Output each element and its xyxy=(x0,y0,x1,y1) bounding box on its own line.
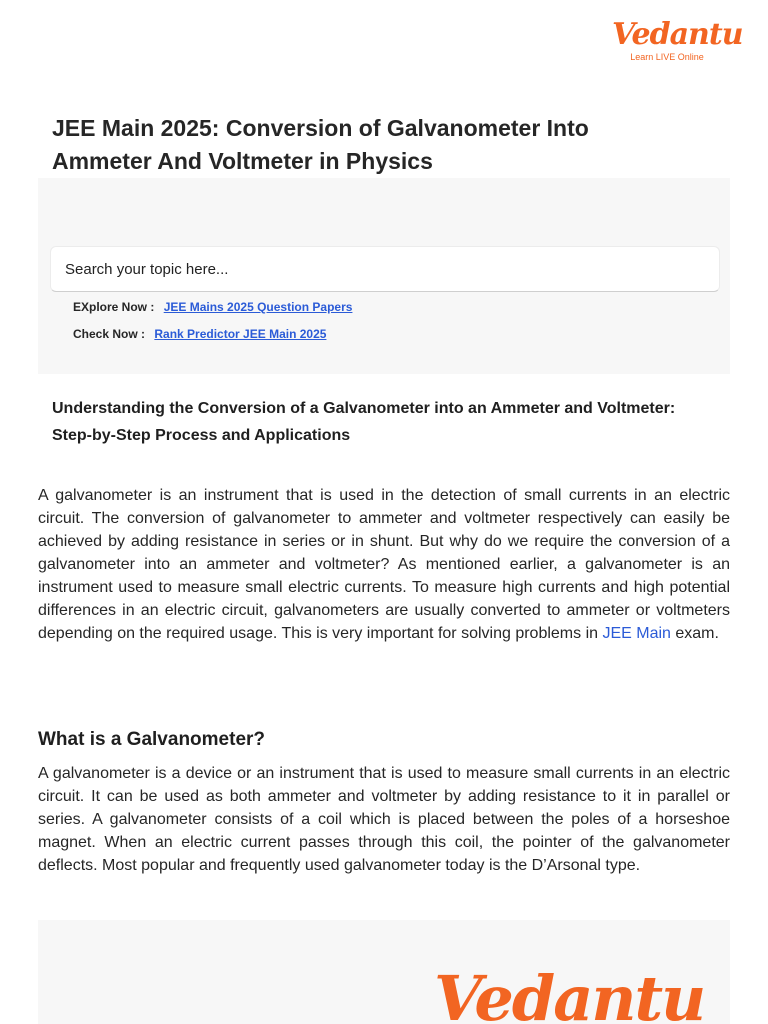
section-paragraph: A galvanometer is a device or an instrument that is used to measure small currents in an electric circuit. It can be used as both ammeter and voltmeter by adding resistance to it in parallel or series. A galvanometer consists of a coil which is placed between the poles of a horseshoe magnet. When an electric current passes through this coil, the pointer of the galvanometer deflects. Most popular and frequently used galvanometer today is the D’Arsonal type. xyxy=(38,765,730,874)
footer-logo: Vedantu xyxy=(434,962,705,1024)
intro-text: A galvanometer is an instrument that is used in the detection of small currents in an electric circuit. The conversion of galvanometer to ammeter and voltmeter respectively can easily be achieved by adding resistance in series or in shunt. But why do we require the conversion of a galvanometer into an ammeter and voltmeter? As mentioned earlier, a galvanometer is an instrument used to measure small electric currents. To measure high currents and high potential differences in an electric circuit, galvanometers are usually converted to ammeter or voltmeters depending on the required usage. This is very important for solving problems in xyxy=(38,487,730,642)
vedantu-logo[interactable] xyxy=(612,17,743,72)
intro-suffix: exam. xyxy=(670,625,719,642)
quick-link-label: EXplore Now : xyxy=(73,300,155,314)
article-subheading: Understanding the Conversion of a Galvanometer into an Ammeter and Voltmeter: Step-by-Step Process and Applications xyxy=(52,400,676,444)
intro-paragraph xyxy=(38,484,730,645)
rank-predictor-link[interactable]: Rank Predictor JEE Main 2025 xyxy=(154,327,327,341)
footer-banner xyxy=(38,920,730,1024)
jee-main-link[interactable]: JEE Main xyxy=(602,625,671,642)
quick-link-row-explore xyxy=(73,300,352,314)
search-input[interactable]: Search your topic here... xyxy=(50,246,720,292)
logo-tagline: Learn LIVE Online xyxy=(630,52,704,62)
jee-mains-question-papers-link[interactable]: JEE Mains 2025 Question Papers xyxy=(163,300,353,314)
logo-wordmark: Vedantu xyxy=(612,17,743,52)
quick-link-label: Check Now : xyxy=(73,327,146,341)
page-title: JEE Main 2025: Conversion of Galvanometer Into Ammeter And Voltmeter in Physics xyxy=(52,115,589,174)
section-heading: What is a Galvanometer? xyxy=(38,729,266,750)
quick-link-row-check xyxy=(73,327,326,341)
